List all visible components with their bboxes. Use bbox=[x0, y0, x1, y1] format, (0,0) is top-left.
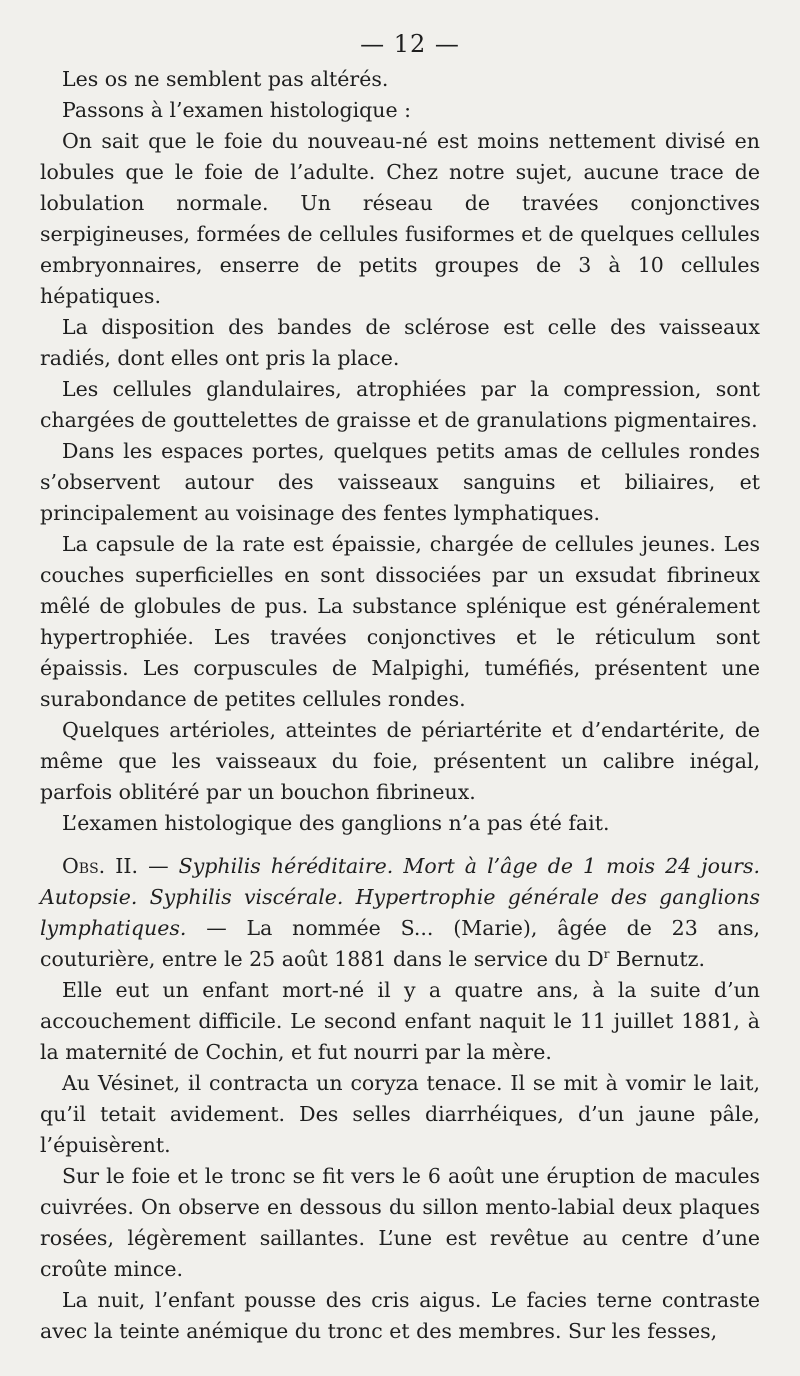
paragraph: Passons à l’examen histologique : bbox=[62, 98, 412, 122]
observation-heading bbox=[40, 851, 760, 975]
paragraph: Elle eut un enfant mort-né il y a quatre ans, à la suite d’un accouchement difficile. Le second enfant naquit le 11 juillet 1881, à la maternité de Cochin, et fut nourri par la mère. bbox=[40, 978, 760, 1064]
paragraph: Les cellules glandulaires, atrophiées par la compression, sont chargées de gouttelettes de graisse et de granulations pigmentaires. bbox=[40, 377, 760, 432]
observation-dash: — bbox=[138, 854, 179, 878]
paragraph: Quelques artérioles, atteintes de périartérite et d’endartérite, de même que les vaisseaux du foie, présentent un calibre inégal, parfois oblitéré par un bouchon fibrineux. bbox=[40, 718, 760, 804]
observation-label: Obs. II. bbox=[62, 854, 138, 878]
paragraph: Au Vésinet, il contracta un coryza tenace. Il se mit à vomir le lait, qu’il tetait avidement. Des selles diarrhéiques, d’un jaune pâle, l’épuisèrent. bbox=[40, 1071, 760, 1157]
paragraph: On sait que le foie du nouveau-né est moins nettement divisé en lobules que le foie de l’adulte. Chez notre sujet, aucune trace de lobulation normale. Un réseau de travées conjonctives serpigineuses, formées de cellules fusiformes et de quelques cellules embryonnaires, enserre de petits groupes de 3 à 10 cellules hépatiques. bbox=[40, 129, 760, 308]
paragraph: Les os ne semblent pas altérés. bbox=[62, 67, 389, 91]
paragraph: La capsule de la rate est épaissie, chargée de cellules jeunes. Les couches superficielles en sont dissociées par un exsudat fibrineux mêlé de globules de pus. La substance splénique est généralement hypertrophiée. Les travées conjonctives et le réticulum sont épaissis. Les corpuscules de Malpighi, tuméfiés, présentent une surabondance de petites cellules rondes. bbox=[40, 532, 760, 711]
paragraph: La nuit, l’enfant pousse des cris aigus. Le facies terne contraste avec la teinte anémique du tronc et des membres. Sur les fesses, bbox=[40, 1288, 760, 1343]
observation-text: — La nommée S... (Marie), âgée de 23 ans, couturière, entre le 25 août 1881 dans le service du D bbox=[40, 916, 760, 971]
paragraph: La disposition des bandes de sclérose est celle des vaisseaux radiés, dont elles ont pris la place. bbox=[40, 315, 760, 370]
observation-title: Syphilis héréditaire. Mort à l’âge de 1 mois 24 jours. Autopsie. Syphilis viscérale. Hypertrophie générale des ganglions lymphatiques. bbox=[40, 854, 760, 940]
paragraph: Sur le foie et le tronc se fit vers le 6 août une éruption de macules cuivrées. On observe en dessous du sillon mento-labial deux plaques rosées, légèrement saillantes. L’une est revêtue au centre d’une croûte mince. bbox=[40, 1164, 760, 1281]
body-text bbox=[40, 64, 760, 1347]
doctor-superscript: r bbox=[603, 947, 610, 962]
paragraph: L’examen histologique des ganglions n’a pas été fait. bbox=[62, 811, 610, 835]
observation-text-end: Bernutz. bbox=[609, 947, 705, 971]
page-number: — 12 — bbox=[360, 30, 460, 58]
paragraph: Dans les espaces portes, quelques petits amas de cellules rondes s’observent autour des vaisseaux sanguins et biliaires, et principalement au voisinage des fentes lymphatiques. bbox=[40, 439, 760, 525]
